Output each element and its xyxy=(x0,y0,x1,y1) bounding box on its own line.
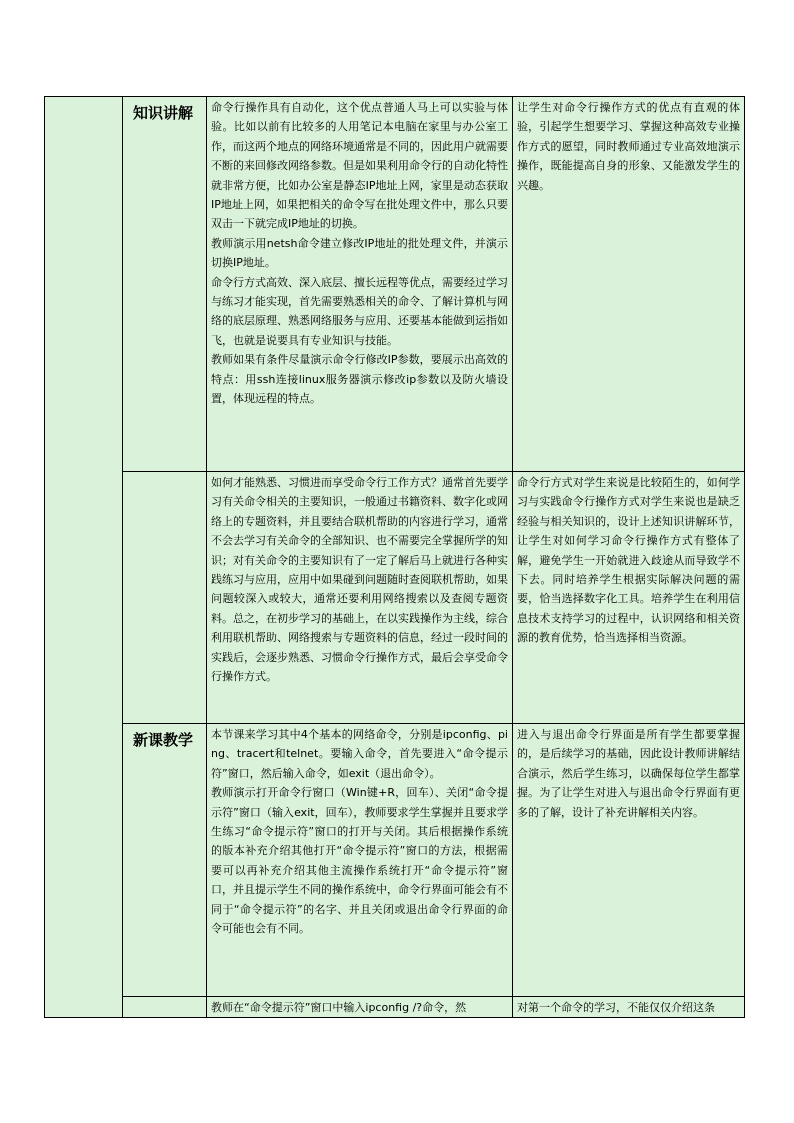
design-cell xyxy=(513,472,745,724)
section-label: 新课教学 xyxy=(133,731,194,749)
section-cell xyxy=(123,472,207,724)
table-row xyxy=(45,97,745,472)
design-paragraph: 对第一个命令的学习，不能仅仅介绍这条 xyxy=(517,1001,715,1014)
content-paragraph: 教师在“命令提示符”窗口中输入ipconfig /?命令，然 xyxy=(211,1001,467,1014)
section-cell xyxy=(123,724,207,997)
content-cell xyxy=(207,472,513,724)
content-cell xyxy=(207,97,513,472)
table-row xyxy=(45,997,745,1018)
section-cell xyxy=(123,97,207,472)
content-paragraph: 本节课来学习其中4个基本的网络命令，分别是ipconfig、ping、tracert和telnet。要输入命令，首先要进入“命令提示符”窗口，然后输入命令，如exit（退出命令）。 xyxy=(211,728,508,780)
content-paragraph: 教师如果有条件尽量演示命令行修改IP参数，要展示出高效的特点：用ssh连接linux服务器演示修改ip参数以及防火墙设置，体现远程的特点。 xyxy=(211,353,508,406)
design-paragraph: 让学生对命令行操作方式的优点有直观的体验，引起学生想要学习、掌握这种高效专业操作方式的愿望，同时教师通过专业高效地演示操作，既能提高自身的形象、又能激发学生的兴趣。 xyxy=(517,101,740,192)
design-paragraph: 命令行方式对学生来说是比较陌生的，如何学习与实践命令行操作方式对学生来说也是缺乏经验与相关知识的，设计上述知识讲解环节，让学生对如何学习命令行操作方式有整体了解，避免学生一开始就进入歧途从而导致学不下去。同时培养学生根据实际解决问题的需要，恰当选择数字化工具。培养学生在利用信息技术支持学习的过程中，认识网络和相关资源的教育优势，恰当选择相当资源。 xyxy=(517,476,740,645)
section-label: 知识讲解 xyxy=(133,104,194,122)
table-row xyxy=(45,472,745,724)
section-cell xyxy=(123,997,207,1018)
content-paragraph: 命令行方式高效、深入底层、擅长远程等优点，需要经过学习与练习才能实现，首先需要熟悉相关的命令、了解计算机与网络的底层原理、熟悉网络服务与应用、还要基本能做到运指如飞，也就是说要具有专业知识与技能。 xyxy=(211,275,508,347)
content-paragraph: 如何才能熟悉、习惯进而享受命令行工作方式？通常首先要学习有关命令相关的主要知识，一般通过书籍资料、数字化或网络上的专题资料，并且要结合联机帮助的内容进行学习，通常不会去学习有关命令的全部知识、也不需要完全掌握所学的知识；对有关命令的主要知识有了一定了解后马上就进行各种实践练习与应用，应用中如果碰到问题随时查阅联机帮助，如果问题较深入或较大，通常还要利用网络搜索以及查阅专题资料。总之，在初步学习的基础上，在以实践操作为主线，综合利用联机帮助、网络搜索与专题资料的信息，经过一段时间的实践后，会逐步熟悉、习惯命令行操作方式，最后会享受命令行操作方式。 xyxy=(211,476,508,684)
section-label xyxy=(127,473,202,479)
content-paragraph: 教师演示打开命令行窗口（Win键+R，回车）、关闭“命令提示符”窗口（输入exit，回车），教师要求学生掌握并且要求学生练习“命令提示符”窗口的打开与关闭。其后根据操作系统的版本补充介绍其他打开“命令提示符”窗口的方法，根据需要可以再补充介绍其他主流操作系统打开“命令提示符”窗口，并且提示学生不同的操作系统中，命令行界面可能会有不同于“命令提示符”的名字、并且关闭或退出命令行界面的命令可能也会有不同。 xyxy=(211,786,508,936)
table-row xyxy=(45,724,745,997)
section-label xyxy=(127,998,202,1004)
lesson-plan-table xyxy=(44,96,745,1018)
content-paragraph: 命令行操作具有自动化，这个优点普通人马上可以实验与体验。比如以前有比较多的人用笔记本电脑在家里与办公室工作，而这两个地点的网络环境通常是不同的，因此用户就需要不断的来回修改网络参数。但是如果利用命令行的自动化特性就非常方便，比如办公室是静态IP地址上网，家里是动态获取IP地址上网，如果把相关的命令写在批处理文件中，那么只要双击一下就完成IP地址的切换。 xyxy=(211,101,508,231)
design-cell xyxy=(513,724,745,997)
content-paragraph: 教师演示用netsh命令建立修改IP地址的批处理文件，并演示切换IP地址。 xyxy=(211,236,508,270)
stage-cell-empty xyxy=(45,97,123,1018)
design-cell xyxy=(513,97,745,472)
design-cell xyxy=(513,997,745,1018)
design-paragraph: 进入与退出命令行界面是所有学生都要掌握的，是后续学习的基础，因此设计教师讲解结合演示，然后学生练习，以确保每位学生都掌握。为了让学生对进入与退出命令行界面有更多的了解，设计了补充讲解相关内容。 xyxy=(517,728,740,819)
content-cell xyxy=(207,724,513,997)
content-cell xyxy=(207,997,513,1018)
